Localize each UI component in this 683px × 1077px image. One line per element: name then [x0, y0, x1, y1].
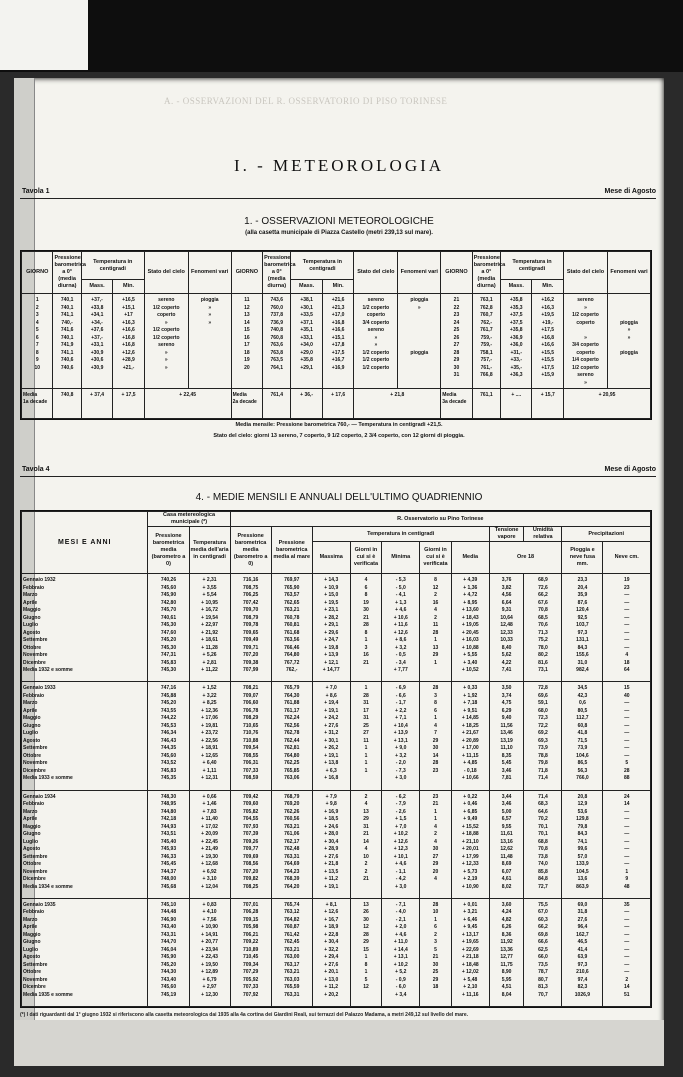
page-bottom-margin [14, 1020, 664, 1066]
section-4-title: 4. - MEDIE MENSILI E ANNUALI DELL'ULTIMO QUADRIENNIO [195, 492, 483, 503]
col-temperatura: Temperatura in centigradi [81, 252, 144, 280]
decade-mean: + 20,95 [563, 388, 650, 418]
months-1933: Gennaio 1933 Febbraio Marzo Aprile Maggio Giugno Luglio Agosto Settembre Ottobre Novembre Dicembre Media 1933 e somme [22, 682, 148, 790]
col-stato: Stato del cielo [144, 252, 188, 294]
tmin-cell: +16,5 +15,1 +17 +16,3 +16,6 +16,8 +16,8 +12,6 +28,9 +21,- [113, 294, 144, 389]
cell: 28 10 1 6 2 3 5 21 30 25 29 18 [420, 898, 452, 1006]
col-pressione-mare: Pressione barometrica media al mare [271, 527, 312, 574]
col-media: Media [451, 542, 489, 574]
cell: 707,01 706,28 709,15 705,98 706,21 709,22 710,89 710,45 709,34 707,29 705,92 707,33 707,92 [230, 898, 271, 1006]
cell: 19 23 — — — — — — — — 4 18 64 [603, 574, 651, 682]
decade-pressure: 761,4 [263, 388, 291, 418]
tavola-1-label: Tavola 1 [22, 188, 50, 195]
col-temperatura: Temperatura in centigradi [501, 252, 564, 280]
cell: - 6,2 - 7,9 - 2,6 + 1,5 + 7,0 + 10,2 + 12,6 + 12,3 + 10,1 + 4,6 - 1,1 - 4,2 + 3,0 [382, 790, 420, 898]
sky-cell: sereno 1/2 coperto coperto 3/4 coperto sereno » » 1/2 coperto 1/2 coperto 1/2 coperto [354, 294, 398, 389]
cell: + 0,83 + 4,10 + 7,56 + 10,90 + 14,91 + 20,77 + 23,94 + 22,43 + 19,50 + 12,89 + 6,79 + 2,97 + 12,30 [189, 898, 230, 1006]
sky-cell: sereno 1/2 coperto coperto » 1/2 coperto 1/2 coperto sereno » » » [144, 294, 188, 389]
cell: + 0,33 + 1,92 + 7,18 + 9,51 + 14,85 + 18,25 + 21,67 + 20,89 + 17,00 + 11,15 + 4,85 - 0,18 + 10,66 [451, 682, 489, 790]
tavola-4-label: Tavola 4 [22, 466, 50, 473]
cell: + 8,1 + 12,6 + 16,7 + 18,9 + 22,8 + 30,4 + 32,2 + 29,4 + 27,6 + 20,1 + 13,0 + 11,2 + 20,2 [312, 898, 350, 1006]
cell: 1 28 31 17 31 25 27 11 1 1 1 1 [350, 682, 382, 790]
cell: 13 26 30 12 28 29 15 1 8 1 5 12 [350, 898, 382, 1006]
cell: + 0,22 + 0,46 + 6,85 + 9,49 + 15,52 + 18,88 + 21,10 + 20,01 + 17,99 + 12,33 + 5,73 + 2,19 + 10,90 [451, 790, 489, 898]
col-max: Mass. [81, 280, 112, 294]
cell: 748,30 748,95 744,80 742,18 744,93 743,51 745,40 745,93 746,33 745,45 744,37 748,00 745,68 [148, 790, 189, 898]
tmax-cell: +38,1 +30,1 +33,5 +37,1 +35,1 +33,1 +34,0 +29,0 +35,8 +29,1 [291, 294, 322, 389]
tavola-4-month: Mese di Agosto [604, 466, 656, 473]
col-min: Min. [113, 280, 144, 294]
col-massima: Massima [312, 542, 350, 574]
divider [20, 198, 656, 199]
cell: 3,50 3,74 4,75 6,29 9,40 11,56 13,46 13,19 11,10 8,35 5,45 3,46 7,81 [489, 682, 524, 790]
cell: 8 12 2 16 4 2 11 28 1 13 29 1 [420, 574, 452, 682]
cell: + 0,66 + 1,46 + 7,83 + 11,40 + 17,02 + 20,09 + 22,45 + 21,49 + 19,30 + 12,68 + 6,92 + 3,10 + 12,04 [189, 790, 230, 898]
cell: + 14,3 + 10,9 + 15,0 + 19,5 + 23,1 + 28,2 + 29,1 + 29,6 + 24,7 + 19,8 + 13,9 + 12,1 + 14,77 [312, 574, 350, 682]
cell: 24 14 — — — — — — — — 1 9 48 [603, 790, 651, 898]
footnote: (*) I dati riguardanti dal 1° giugno 1932 si riferiscono alla casetta meteorologica dai 1935 alla 4a cortina dei Giardini Reali, sui terrazzi del Palazzo Madama, a metri 249,12 sul livello del mare. [20, 1012, 468, 1018]
cell: 71,4 68,3 64,6 70,2 70,1 70,1 68,8 70,8 73,8 74,0 85,8 84,8 72,7 [524, 790, 562, 898]
cell: + 7,0 + 8,6 + 19,4 + 19,1 + 24,2 + 27,6 + 31,2 + 30,1 + 26,2 + 19,1 + 13,8 + 6,3 + 16,8 [312, 682, 350, 790]
decade-label: Media 2a decade [231, 388, 262, 418]
col-giorno: GIORNO [441, 252, 472, 294]
cell: 4 6 8 19 30 21 28 8 1 3 16 21 [350, 574, 382, 682]
decade-label: Media 3a decade [441, 388, 472, 418]
col-max: Mass. [291, 280, 322, 294]
tmin-cell: +21,6 +21,3 +17,0 +16,8 +16,6 +15,1 +17,8 +17,5 +16,7 +16,9 [322, 294, 353, 389]
tavola-1-month: Mese di Agosto [604, 188, 656, 195]
col-temperatura: Temperatura in centigradi [291, 252, 354, 280]
pressure-cell: 763,1 762,8 760,7 762,- 761,7 759,- 759,- 758,1 757,- 761,- 766,8 [472, 294, 500, 389]
cell: - 6,9 - 6,6 - 1,7 + 2,2 + 7,1 + 10,4 + 13,9 + 13,1 + 9,0 + 3,2 - 2,0 - 7,3 + 3,0 [382, 682, 420, 790]
days-cell: 21 22 23 24 25 26 27 28 29 30 31 [441, 294, 472, 389]
divider [20, 476, 656, 477]
cell: + 1,52 + 3,22 + 8,25 + 12,36 + 17,06 + 19,81 + 23,72 + 22,56 + 18,91 + 12,65 + 6,40 + 1,11 + 12,31 [189, 682, 230, 790]
col-pioggia: Pioggia e neve fusa mm. [562, 542, 603, 574]
decade-pressure: 761,1 [472, 388, 500, 418]
col-max: Mass. [501, 280, 532, 294]
decade-mean: + 21,8 [354, 388, 441, 418]
cell: 768,79 769,20 762,26 760,56 763,21 761,06 762,17 762,48 763,31 764,69 764,23 768,39 764,20 [271, 790, 312, 898]
months-1935: Gennaio 1935 Febbraio Marzo Aprile Maggio Giugno Luglio Agosto Settembre Ottobre Novembre Dicembre Media 1935 e somme [22, 898, 148, 1006]
monthly-mean-note: Media mensile: Pressione barometrica 760,- — Temperatura in centigradi +21,5. [235, 422, 443, 428]
col-fenomeni: Fenomeni vari [188, 252, 231, 294]
col-precipitazioni: Precipitazioni [562, 527, 651, 542]
cell: 716,16 708,75 706,25 707,42 709,70 708,79 709,78 709,65 709,49 709,71 707,20 709,38 707,99 [230, 574, 271, 682]
cell: 769,97 765,90 763,57 762,65 763,21 760,78 760,81 761,68 763,56 766,46 764,80 767,72 762,- [271, 574, 312, 682]
decade-label: Media 1a decade [22, 388, 53, 418]
cell: 745,10 744,48 746,90 743,40 743,31 744,70 746,04 745,90 745,20 744,30 743,40 745,60 745,19 [148, 898, 189, 1006]
col-mesi-anni: MESI E ANNI [22, 512, 148, 574]
col-pressione: Pressione barometrica a 0° (media diurna) [472, 252, 500, 294]
cell: 740,26 745,60 745,90 742,80 745,70 740,61 745,30 747,60 745,20 745,30 747,31 745,83 745,30 [148, 574, 189, 682]
cell: 72,8 69,6 59,1 68,0 72,3 72,2 69,2 69,3 73,9 78,8 79,8 71,8 71,4 [524, 682, 562, 790]
col-neve: Neve cm. [603, 542, 651, 574]
col-giorno: GIORNO [231, 252, 262, 294]
cell: 68,9 72,6 66,2 67,6 70,8 68,5 70,6 71,3 75,2 78,0 80,2 81,6 73,1 [524, 574, 562, 682]
col-giorni-max: Giorni in cui si è verificata [350, 542, 382, 574]
cell: - 7,1 - 4,0 - 2,1 + 2,0 + 4,6 + 11,0 + 14,4 + 13,1 + 10,2 + 5,2 - 0,9 - 6,0 + 3,4 [382, 898, 420, 1006]
col-stato: Stato del cielo [354, 252, 398, 294]
cell: 20,8 12,9 53,6 129,8 79,8 84,3 74,1 99,6 57,0 133,9 104,5 13,6 863,9 [562, 790, 603, 898]
col-casa: Casa metereologica municipale (*) [148, 512, 230, 527]
pressure-cell: 743,6 760,0 737,8 736,9 740,8 760,8 763,6 763,8 763,5 764,1 [263, 294, 291, 389]
col-fenomeni: Fenomeni vari [398, 252, 441, 294]
col-tensione: Tensione vapore [489, 527, 524, 542]
cell: 23 21 1 1 4 2 4 30 27 29 20 4 [420, 790, 452, 898]
cell: 708,21 709,07 706,60 706,78 708,29 710,65 710,76 710,88 709,54 708,55 706,31 707,33 708,59 [230, 682, 271, 790]
col-giorni-min: Giorni in cui si è verificata [420, 542, 452, 574]
tmax-cell: +37,- +33,8 +34,1 +34,- +37,6 +37,- +33,1 +30,9 +30,6 +30,9 [81, 294, 112, 389]
col-pressione: Pressione barometrica a 0° (media diurna) [263, 252, 291, 294]
decade-mean: + 22,45 [144, 388, 231, 418]
cell: 765,74 763,12 764,82 760,87 761,42 762,45 763,21 763,00 763,17 763,21 763,03 765,59 763,31 [271, 898, 312, 1006]
decade-tmax: + 36,- [291, 388, 322, 418]
col-osservatorio: R. Osservatorio su Pino Torinese [230, 512, 650, 527]
scanned-page [14, 78, 664, 1066]
days-cell: 11 12 13 14 15 16 17 18 19 20 [231, 294, 262, 389]
cell: 765,79 764,30 761,88 761,17 762,24 762,56 762,78 762,44 762,81 764,80 762,25 765,85 763,06 [271, 682, 312, 790]
sky-state-note: Stato del cielo: giorni 13 sereno, 7 coperto, 9 1/2 coperto, 2 3/4 coperto, con 12 giorni di pioggia. [213, 433, 465, 439]
cell: 28 3 8 6 1 4 7 29 30 14 28 23 [420, 682, 452, 790]
cell: - 5,3 - 5,0 - 4,1 + 1,3 + 4,6 + 10,6 + 11,6 + 12,6 + 8,6 + 3,2 - 0,5 - 3,4 + 7,77 [382, 574, 420, 682]
col-temperatura-casa: Temperatura media dell'aria in centigradi [189, 527, 230, 574]
col-pressione-oss: Pressione barometrica media (barometro a 0) [230, 527, 271, 574]
page-title: I. - METEOROLOGIA [233, 156, 445, 175]
cell: + 2,31 + 3,55 + 5,54 + 10,95 + 16,72 + 19,54 + 22,97 + 21,92 + 18,61 + 11,28 + 5,26 + 2,81 + 11,22 [189, 574, 230, 682]
decade-tmax: + 37,4 [81, 388, 112, 418]
col-minima: Minima [382, 542, 420, 574]
cell: 709,42 709,60 705,82 704,55 707,93 707,39 709,26 709,77 709,69 708,56 707,20 709,82 708,25 [230, 790, 271, 898]
cell: 3,76 3,82 4,56 6,64 9,31 10,64 12,48 12,33 10,33 8,40 5,62 4,22 7,41 [489, 574, 524, 682]
col-ore: Ore 18 [489, 542, 562, 574]
phenomena-cell: pioggia » » pioggia [608, 294, 651, 389]
sky-cell: sereno » 1/2 coperto coperto » 3/4 coperto coperto 1/4 coperto 1/2 coperto sereno » [563, 294, 607, 389]
col-min: Min. [532, 280, 563, 294]
cell: 75,5 67,0 60,3 66,2 69,8 66,6 62,5 66,0 73,5 78,7 80,7 81,3 70,7 [524, 898, 562, 1006]
daily-observations-table [20, 250, 652, 420]
col-stato: Stato del cielo [563, 252, 607, 294]
cell: 35 — — — — — — — — — 2 14 51 [603, 898, 651, 1006]
tmax-cell: +35,8 +35,3 +37,5 +37,5 +35,8 +36,9 +36,0 +31,- +33,- +35,- +36,3 [501, 294, 532, 389]
col-pressione-casa: Pressione barometrica media (barometro a 0) [148, 527, 189, 574]
months-1934: Gennaio 1934 Febbraio Marzo Aprile Maggio Giugno Luglio Agosto Settembre Ottobre Novembre Dicembre Media 1934 e somme [22, 790, 148, 898]
days-cell: 1 2 3 4 5 6 7 8 9 10 [22, 294, 53, 389]
top-dark-band [0, 0, 683, 72]
bleed-through-text: A. - OSSERVAZIONI DEL R. OSSERVATORIO DI PISO TORINESE [164, 96, 448, 106]
decade-tmax: + .... [501, 388, 532, 418]
cell: 2 4 13 29 31 21 14 4 10 2 2 21 [350, 790, 382, 898]
phenomena-cell: pioggia » » » [188, 294, 231, 389]
col-pressione: Pressione barometrica a 0° (media diurna) [53, 252, 81, 294]
cell: + 7,9 + 9,8 + 16,9 + 18,5 + 24,6 + 28,0 + 30,4 + 28,9 + 27,6 + 21,8 + 13,5 + 11,2 + 19,1 [312, 790, 350, 898]
pressure-cell: 740,1 740,1 741,1 740,- 741,6 740,1 741,9 741,1 740,6 740,6 [53, 294, 81, 389]
quadrennial-means-table [20, 510, 652, 1008]
col-giorno: GIORNO [22, 252, 53, 294]
months-1932: Gennaio 1932 Febbraio Marzo Aprile Maggio Giugno Luglio Agosto Settembre Ottobre Novembre Dicembre Media 1932 e somme [22, 574, 148, 682]
col-temp-group: Temperatura in centigradi [312, 527, 489, 542]
col-umidita: Umidità relativa [524, 527, 562, 542]
col-fenomeni: Fenomeni vari [608, 252, 651, 294]
cell: 69,0 31,8 27,6 96,4 162,7 46,5 41,4 63,9 97,3 210,6 97,4 82,3 1026,9 [562, 898, 603, 1006]
decade-pressure: 740,8 [53, 388, 81, 418]
section-1-title: 1. - OSSERVAZIONI METEOROLOGICHE [244, 216, 434, 227]
tmin-cell: +16,2 +16,3 +19,5 +19,- +17,5 +16,8 +16,6 +15,5 +15,5 +17,5 +15,9 [532, 294, 563, 389]
cell: 15 40 — — — — — — — — 5 28 88 [603, 682, 651, 790]
cell: 3,44 3,46 5,00 6,57 9,55 11,61 13,16 12,62 11,48 8,69 6,07 4,61 8,02 [489, 790, 524, 898]
cell: + 4,39 + 1,36 + 4,72 + 8,95 + 13,60 + 18,43 + 19,05 + 20,45 + 16,03 + 10,88 + 5,55 + 3,40 + 10,52 [451, 574, 489, 682]
cell: 34,5 42,3 0,6 80,5 112,7 60,8 41,8 71,5 73,9 104,6 86,5 56,3 766,0 [562, 682, 603, 790]
cell: 3,60 4,24 4,82 6,26 8,36 11,92 13,36 12,77 11,75 8,90 5,95 4,51 8,04 [489, 898, 524, 1006]
decade-tmin: + 17,6 [322, 388, 353, 418]
col-min: Min. [322, 280, 353, 294]
section-1-subtitle: (alla casetta municipale di Piazza Castello (metri 239,13 sul mare). [245, 230, 433, 236]
cell: 23,3 20,4 35,9 87,6 120,4 92,5 103,7 97,3 131,1 84,3 155,6 31,0 982,4 [562, 574, 603, 682]
cell: + 0,01 + 3,21 + 6,46 + 9,45 + 13,17 + 19,65 + 22,69 + 21,18 + 18,48 + 12,02 + 5,48 + 2,10 + 11,16 [451, 898, 489, 1006]
top-paper-corner [0, 0, 88, 70]
cell: 747,16 745,88 745,20 743,55 744,22 745,53 746,34 746,43 744,35 745,60 743,52 745,83 745,35 [148, 682, 189, 790]
phenomena-cell: pioggia » pioggia [398, 294, 441, 389]
decade-tmin: + 15,7 [532, 388, 563, 418]
decade-tmin: + 17,5 [113, 388, 144, 418]
